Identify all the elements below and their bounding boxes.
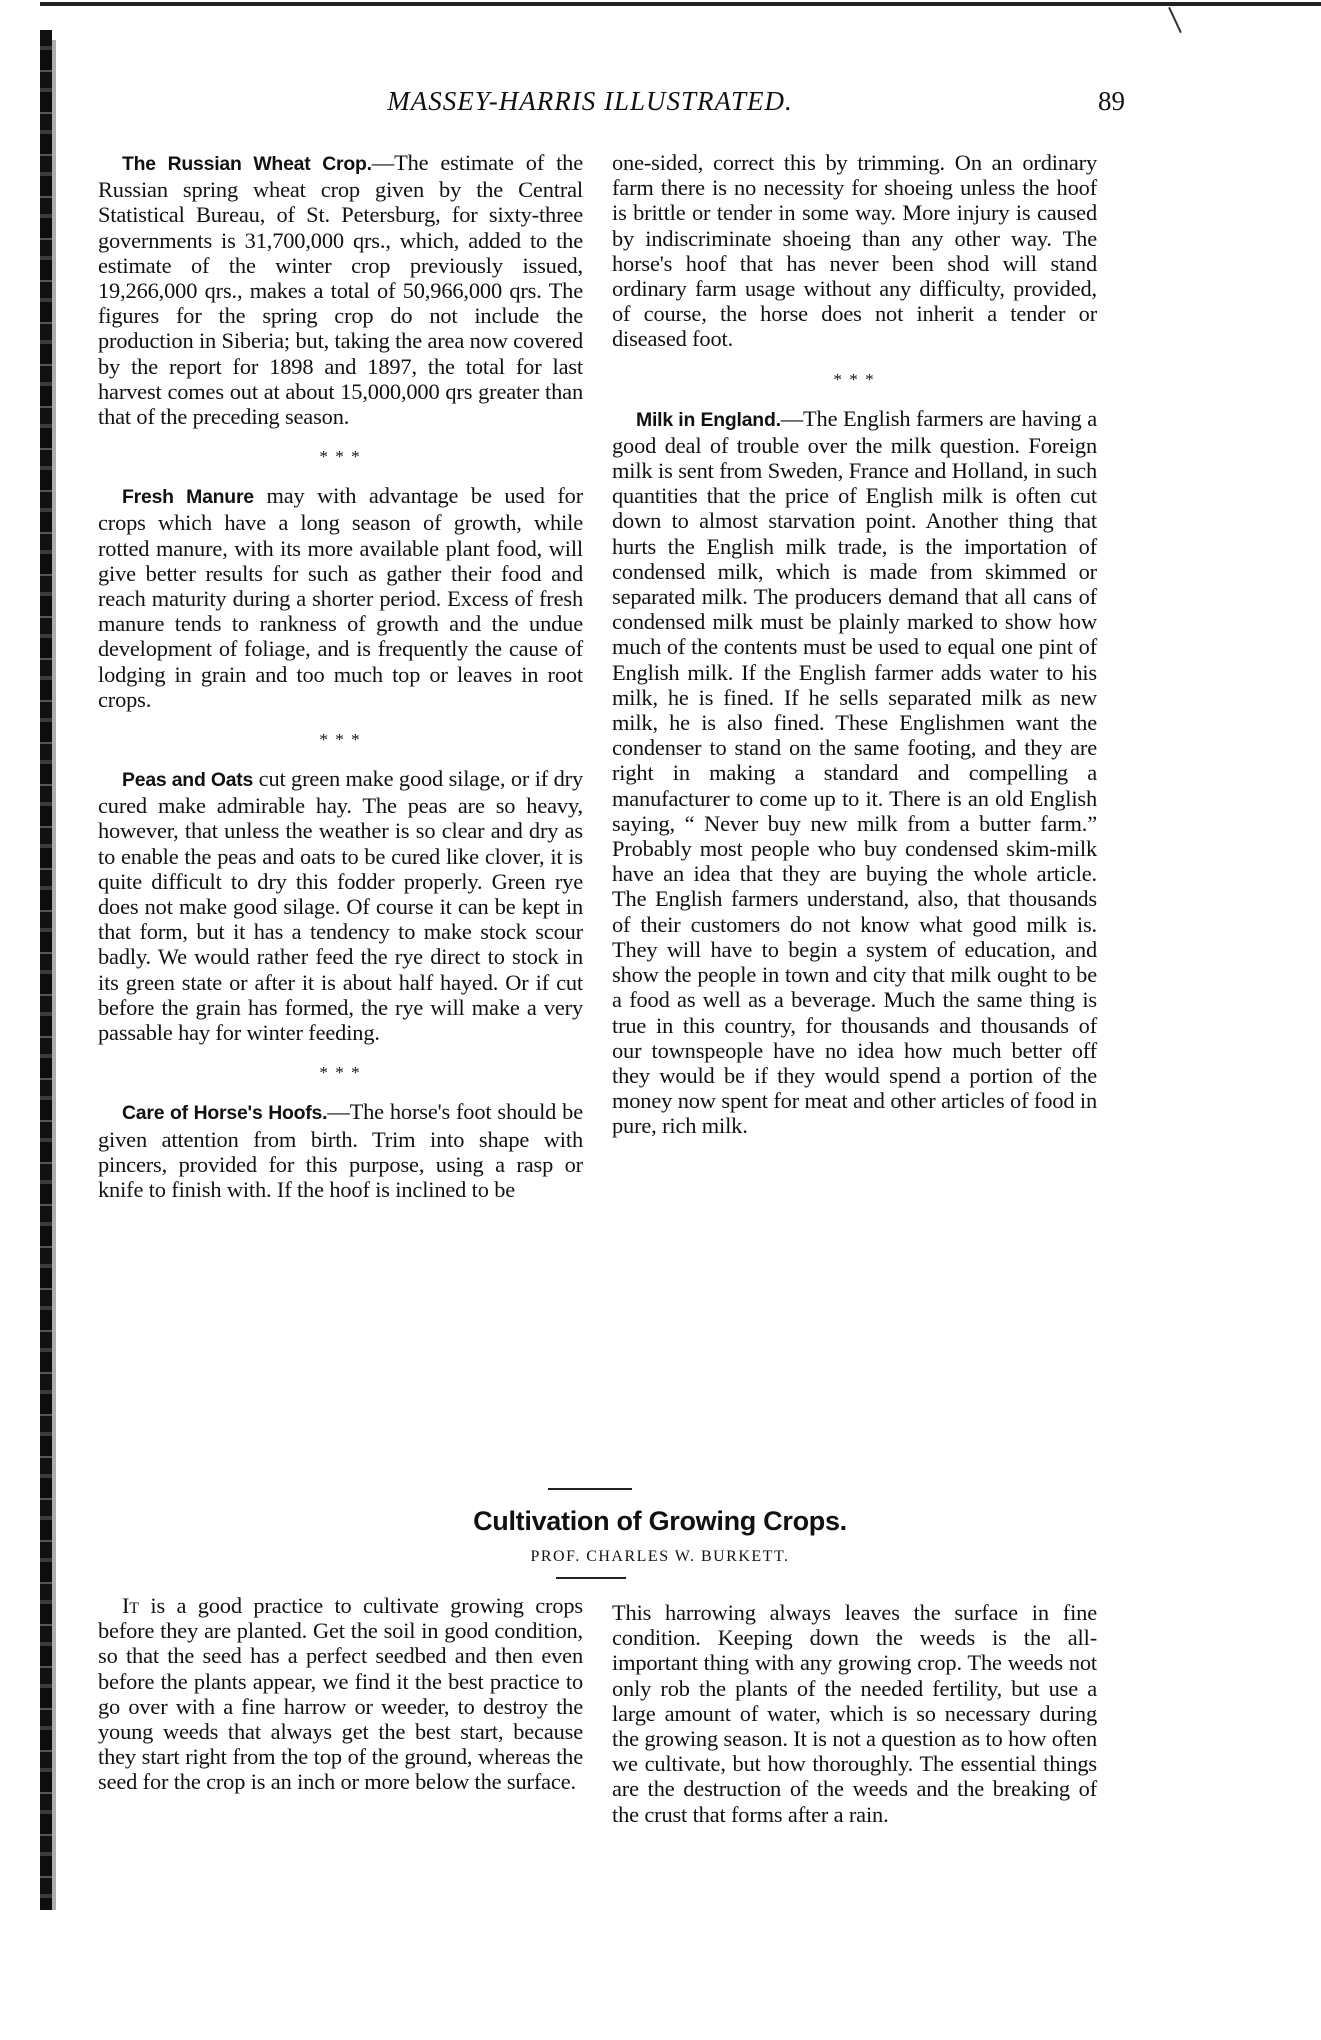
item-title: Fresh Manure — [122, 486, 254, 509]
item-text: may with advantage be used for crops which have a long season of growth, while rotted manure, with its more available plant food, will give better results for such as gather their food and reach maturity during a shorter period. Excess of fresh manure tends to rankness of growth and the undue development of foliage, and is frequently the cause of lodging in grain and too much top or leaves in root crops. — [98, 483, 583, 712]
article-paragraph — [98, 1593, 583, 1795]
item-russian-wheat — [98, 150, 583, 429]
article-lead-word: It — [122, 1593, 139, 1618]
top-rule — [40, 2, 1321, 6]
right-column — [612, 150, 1097, 1139]
asterism-ornament: * * * — [319, 447, 362, 467]
article-text: is a good practice to cultivate growing crops before they are planted. Get the soil in good condition, so that the seed has a perfect seedbed and then even before the plants appear, we find it the best practice to go over with a fine harrow or weeder, to destroy the young weeds that always get the best start, because they start right from the top of the ground, whereas the seed for the crop is an inch or more below the surface. — [98, 1593, 583, 1795]
article-title: Cultivation of Growing Crops. — [473, 1506, 847, 1536]
item-text: cut green make good silage, or if dry cured make admirable hay. The peas are so heavy, however, that unless the weather is so clear and dry as to enable the peas and oats to be cured like clover, it is quite difficult to dry this fodder properly. Green rye does not make good silage. Of course it can be kept in that form, but it has a tendency to make stock scour badly. We would rather feed the rye direct to stock in its green state or after it is about half hayed. Or if cut before the grain has formed, the rye will make a very passable hay for winter feeding. — [98, 766, 583, 1046]
asterism-ornament: * * * — [319, 1063, 362, 1083]
asterism-ornament: * * * — [319, 730, 362, 750]
item-horse-hoofs — [98, 1099, 583, 1202]
item-fresh-manure — [98, 483, 583, 712]
top-tick-mark — [1168, 7, 1182, 33]
page-number: 89 — [1098, 86, 1125, 116]
item-peas-and-oats — [98, 766, 583, 1045]
horse-hoofs-continuation: one-sided, correct this by trimming. On an ordinary farm there is no necessity for shoeing unless the hoof is brittle or tender in some way. More injury is caused by indiscriminate shoeing than any other way. The horse's hoof that has never been shod will stand ordinary farm usage without any difficulty, provided, of course, the horse does not inherit a tender or diseased foot. — [612, 150, 1097, 352]
item-title: Milk in England. — [636, 408, 781, 431]
item-milk-in-england — [612, 406, 1097, 1139]
binding-edge — [40, 30, 52, 1910]
article-left-column — [98, 1593, 583, 1795]
left-column — [98, 150, 583, 1202]
article-byline: PROF. CHARLES W. BURKETT. — [530, 1548, 790, 1565]
binding-edge-shadow — [52, 40, 56, 1910]
article-right-column — [612, 1600, 1097, 1827]
byline-divider — [556, 1577, 626, 1579]
item-title: The Russian Wheat Crop. — [122, 153, 372, 175]
item-text: —The English farmers are having a good deal of trouble over the milk question. Foreign milk is sent from Sweden, France and Holland, in such quantities that the price of English milk is often cut down to almost starvation point. Another thing that hurts the English milk trade, is the importation of condensed milk, which is made from skimmed or separated milk. The producers demand that all cans of condensed milk must be plainly marked to show how much of the contents must be used to equal one pint of English milk. If the English farmer adds water to his milk, he is fined. If he sells separated milk as new milk, he is also fined. These Englishmen want the condenser to stand on the same footing, and they are right in making a standard and compelling a manufacturer to come up to it. There is an old English saying, “ Never buy new milk from a butter farm.” Probably most people who buy condensed skim-milk have an idea that they are buying the whole article. The English farmers understand, also, that thousands of their customers do not know what good milk is. They will have to begin a system of education, and show the people in town and city that milk ought to be a food as well as a beverage. Much the same thing is true in this country, for thousands and thousands of our townspeople have no idea how much better off they would be if they would spend a portion of the money now spent for meat and other articles of food in pure, rich milk. — [612, 405, 1097, 1139]
item-text: —The estimate of the Russian spring wheat crop given by the Central Statistical Bureau, of St. Petersburg, for sixty-three governments is 31,700,000 qrs., which, added to the estimate of the winter crop previously issued, 19,266,000 qrs., makes a total of 50,966,000 qrs. The figures for the spring crop do not include the production in Siberia; but, taking the area now covered by the report for 1898 and 1897, the total for last harvest comes out at about 15,000,000 qrs greater than that of the preceding season. — [98, 150, 583, 430]
item-title: Care of Horse's Hoofs. — [122, 1102, 328, 1125]
running-head: MASSEY-HARRIS ILLUSTRATED. — [387, 86, 793, 116]
article-continuation: This harrowing always leaves the surface in fine condition. Keeping down the weeds is the all-important thing with any growing crop. The weeds not only rob the plants of the needed fertility, but use a large amount of water, which is so necessary during the growing season. It is not a question as to how often we cultivate, but how thoroughly. The essential things are the destruction of the weeds and the breaking of the crust that forms after a rain. — [612, 1600, 1097, 1827]
section-divider — [548, 1488, 632, 1490]
item-title: Peas and Oats — [122, 769, 254, 792]
item-text: —The horse's foot should be given attention from birth. Trim into shape with pincers, provided for this purpose, using a rasp or knife to finish with. If the hoof is inclined to be — [98, 1099, 583, 1202]
asterism-ornament: * * * — [833, 369, 876, 389]
